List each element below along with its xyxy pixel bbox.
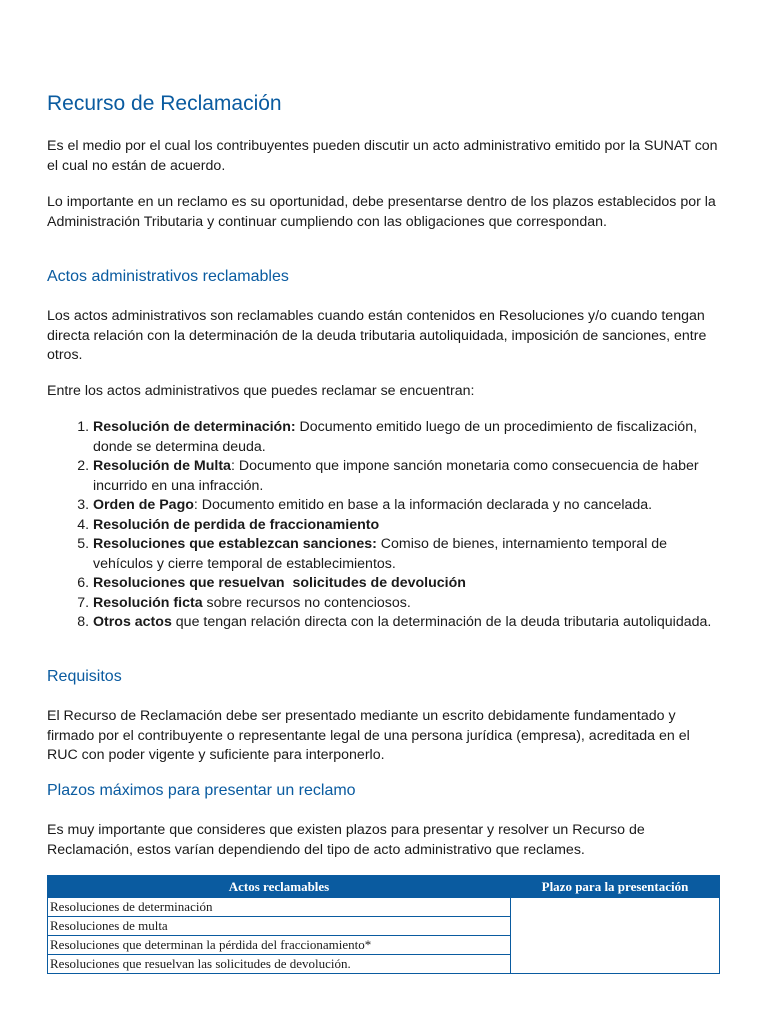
plazo-cell xyxy=(511,898,720,974)
table-cell: Resoluciones de determinación xyxy=(48,898,511,917)
intro-paragraph-2: Lo importante en un reclamo es su oportunidad, debe presentarse dentro de los plazos establecidos por la Administración Tributaria y continuar cumpliendo con las obligaciones que correspondan. xyxy=(47,194,716,230)
actos-paragraph-1: Los actos administrativos son reclamables cuando están contenidos en Resoluciones y/o cuando tengan directa relación con la determinación de la deuda tributaria autoliquidada, imposición de sanciones, entre otros. xyxy=(47,308,707,363)
table-row xyxy=(48,898,720,917)
table-cell: Resoluciones que determinan la pérdida del fraccionamiento* xyxy=(48,936,511,955)
list-item: 5. Resoluciones que establezcan sanciones: Comiso de bienes, internamiento temporal de vehículos y cierre temporal de establecimientos. xyxy=(93,535,728,574)
actos-paragraph-2: Entre los actos administrativos que puedes reclamar se encuentran: xyxy=(47,383,475,399)
intro-paragraph-1: Es el medio por el cual los contribuyentes pueden discutir un acto administrativo emitido por la SUNAT con el cual no están de acuerdo. xyxy=(47,138,718,174)
section-heading-requisitos: Requisitos xyxy=(47,668,122,685)
list-item: 1. Resolución de determinación: Documento emitido luego de un procedimiento de fiscalización, donde se determina deuda. xyxy=(93,418,728,457)
plazos-paragraph: Es muy importante que consideres que existen plazos para presentar y resolver un Recurso de Reclamación, estos varían dependiendo del tipo de acto administrativo que reclames. xyxy=(47,822,645,858)
plazos-table xyxy=(47,875,720,974)
page-title: Recurso de Reclamación xyxy=(47,92,282,115)
list-item: 6. Resoluciones que resuelvan solicitudes de devolución xyxy=(93,574,728,594)
table-header-plazo: Plazo para la presentación xyxy=(511,876,720,898)
actos-list xyxy=(47,418,728,633)
requisitos-paragraph: El Recurso de Reclamación debe ser presentado mediante un escrito debidamente fundamentado y firmado por el contribuyente o representante legal de una persona jurídica (empresa), acreditada en el RUC con poder vigente y suficiente para interponerlo. xyxy=(47,708,690,763)
list-item: 2. Resolución de Multa: Documento que impone sanción monetaria como consecuencia de haber incurrido en una infracción. xyxy=(93,457,728,496)
list-item: 4. Resolución de perdida de fraccionamiento xyxy=(93,516,728,536)
table-cell: Resoluciones que resuelvan las solicitudes de devolución. xyxy=(48,955,511,974)
section-heading-actos: Actos administrativos reclamables xyxy=(47,268,289,285)
list-item: 8. Otros actos que tengan relación directa con la determinación de la deuda tributaria autoliquidada. xyxy=(93,613,728,633)
section-heading-plazos: Plazos máximos para presentar un reclamo xyxy=(47,782,356,799)
table-header-row xyxy=(48,876,720,898)
list-item: 3. Orden de Pago: Documento emitido en base a la información declarada y no cancelada. xyxy=(93,496,728,516)
list-item: 7. Resolución ficta sobre recursos no contenciosos. xyxy=(93,594,728,614)
table-cell: Resoluciones de multa xyxy=(48,917,511,936)
table-header-actos: Actos reclamables xyxy=(48,876,511,898)
